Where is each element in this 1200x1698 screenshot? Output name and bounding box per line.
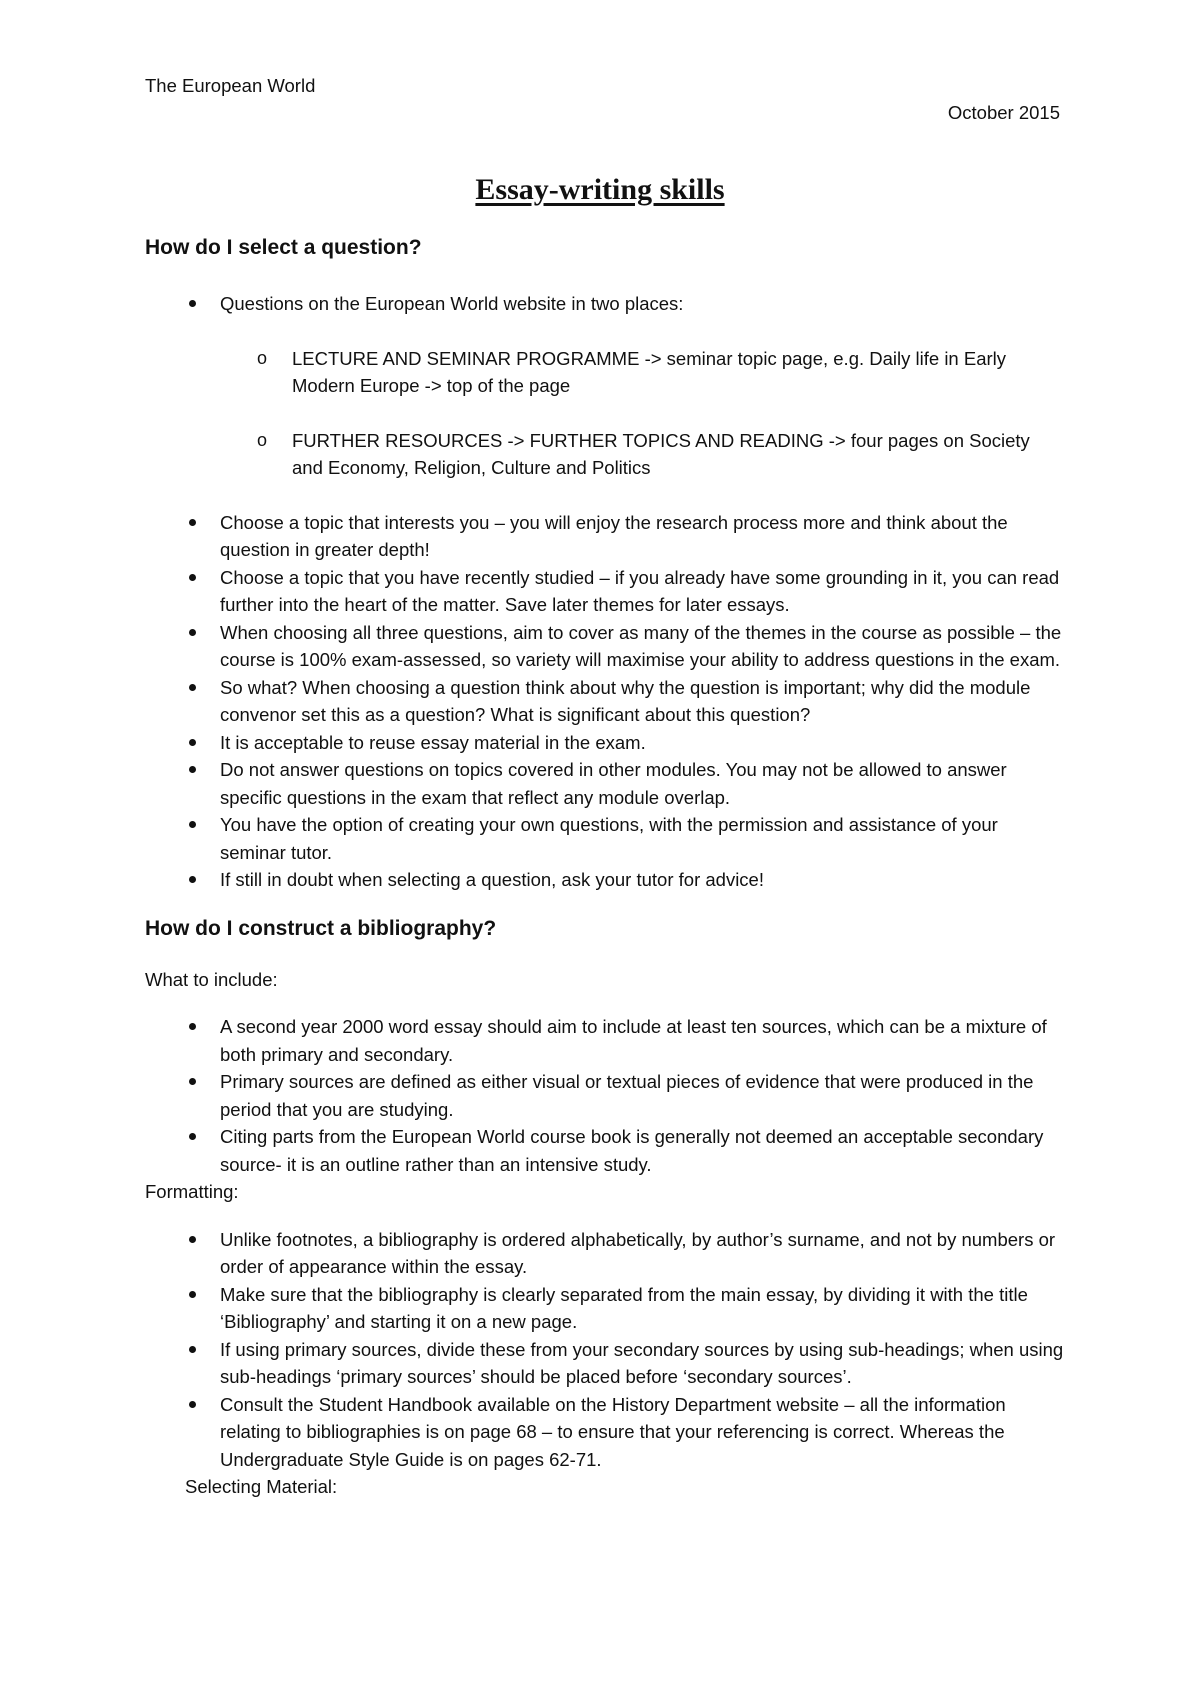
list-item-text: A second year 2000 word essay should aim to include at least ten sources, which can be a mixture of both primary and secondary. <box>220 1016 1047 1065</box>
list-item <box>145 1013 1065 1068</box>
list-item-text: Unlike footnotes, a bibliography is ordered alphabetically, by author’s surname, and not by numbers or order of appearance within the essay. <box>220 1228 1056 1277</box>
list-item-text: When choosing all three questions, aim to cover as many of the themes in the course as possible – the course is 100% exam-assessed, so variety will maximise your ability to address questions in the exam. <box>220 621 1062 670</box>
formatting-label: Formatting: <box>145 1181 239 1202</box>
bullet-icon <box>189 1133 196 1140</box>
bullet-icon <box>189 574 196 581</box>
hollow-bullet-icon: o <box>257 429 268 450</box>
list-item <box>145 509 1065 564</box>
list-item <box>145 1336 1065 1391</box>
list-item <box>145 1391 1065 1474</box>
list-item <box>145 564 1065 619</box>
bullet-icon <box>189 739 196 746</box>
list-item <box>145 290 1065 318</box>
list-item-text: You have the option of creating your own questions, with the permission and assistance of your seminar tutor. <box>220 814 998 863</box>
include-list <box>145 1013 1065 1178</box>
list-item-text: If still in doubt when selecting a question, ask your tutor for advice! <box>220 869 764 890</box>
list-item-text: Do not answer questions on topics covered in other modules. You may not be allowed to answer specific questions in the exam that reflect any module overlap. <box>220 759 1007 808</box>
list-item <box>145 866 1065 894</box>
list-item <box>145 1068 1065 1123</box>
bullet-icon <box>189 876 196 883</box>
document-date: October 2015 <box>947 102 1060 123</box>
list-item-text: Choose a topic that interests you – you will enjoy the research process more and think about the question in greater depth! <box>220 511 1008 560</box>
website-locations-list-2 <box>145 427 1065 482</box>
list-item-text: Primary sources are defined as either visual or textual pieces of evidence that were produced in the period that you are studying. <box>220 1071 1034 1120</box>
bullet-icon <box>189 1023 196 1030</box>
hollow-bullet-icon: o <box>257 347 268 368</box>
bullet-icon <box>189 519 196 526</box>
list-item-text: Make sure that the bibliography is clearly separated from the main essay, by dividing it with the title ‘Bibliography’ and starting it on a new page. <box>220 1283 1028 1332</box>
list-item <box>145 729 1065 757</box>
what-to-include-label: What to include: <box>145 968 278 990</box>
sub-list-item <box>145 345 1065 400</box>
question-sources-list <box>145 290 1065 318</box>
list-item-text: So what? When choosing a question think about why the question is important; why did the module convenor set this as a question? What is significant about this question? <box>220 676 1031 725</box>
sub-list-item <box>145 427 1065 482</box>
bullet-icon <box>189 766 196 773</box>
bullet-icon <box>189 629 196 636</box>
bullet-icon <box>189 1236 196 1243</box>
list-item <box>145 619 1065 674</box>
website-locations-list <box>145 345 1065 400</box>
course-name: The European World <box>145 75 316 96</box>
list-item <box>145 1226 1065 1281</box>
bullet-icon <box>189 684 196 691</box>
bullet-icon <box>189 1346 196 1353</box>
list-item-text: Consult the Student Handbook available on the History Department website – all the information relating to bibliographies is on page 68 – to ensure that your referencing is correct. Whereas the Undergraduate Style Guide is on pages 62-71. <box>220 1393 1006 1470</box>
formatting-list <box>145 1226 1065 1474</box>
page-title: Essay-writing skills <box>475 173 725 206</box>
list-item <box>145 674 1065 729</box>
question-advice-list <box>145 509 1065 894</box>
document-body <box>145 233 1065 1501</box>
bullet-icon <box>189 1078 196 1085</box>
list-item <box>145 756 1065 811</box>
list-item <box>145 1123 1065 1178</box>
list-item-text: Choose a topic that you have recently studied – if you already have some grounding in it, you can read further into the heart of the matter. Save later themes for later essays. <box>220 566 1060 615</box>
list-item <box>145 1281 1065 1336</box>
bullet-icon <box>189 300 196 307</box>
selecting-material-label: Selecting Material: <box>185 1476 338 1497</box>
section-heading-bibliography: How do I construct a bibliography? <box>145 916 497 940</box>
list-item-text: If using primary sources, divide these from your secondary sources by using sub-headings; when using sub-headings ‘primary sources’ should be placed before ‘secondary sources’. <box>220 1338 1064 1387</box>
bullet-icon <box>189 821 196 828</box>
list-item-text: Citing parts from the European World course book is generally not deemed an acceptable secondary source- it is an outline rather than an intensive study. <box>220 1126 1044 1175</box>
bullet-icon <box>189 1291 196 1298</box>
list-item-text: It is acceptable to reuse essay material in the exam. <box>220 731 646 753</box>
list-item <box>145 811 1065 866</box>
list-item-text: Questions on the European World website in two places: <box>220 293 684 314</box>
section-heading-select-question: How do I select a question? <box>145 236 422 259</box>
sub-list-item-text: LECTURE AND SEMINAR PROGRAMME -> seminar topic page, e.g. Daily life in Early Modern Europe -> top of the page <box>292 347 1007 396</box>
bullet-icon <box>189 1401 196 1408</box>
sub-list-item-text: FURTHER RESOURCES -> FURTHER TOPICS AND READING -> four pages on Society and Economy, Religion, Culture and Politics <box>292 429 1030 478</box>
